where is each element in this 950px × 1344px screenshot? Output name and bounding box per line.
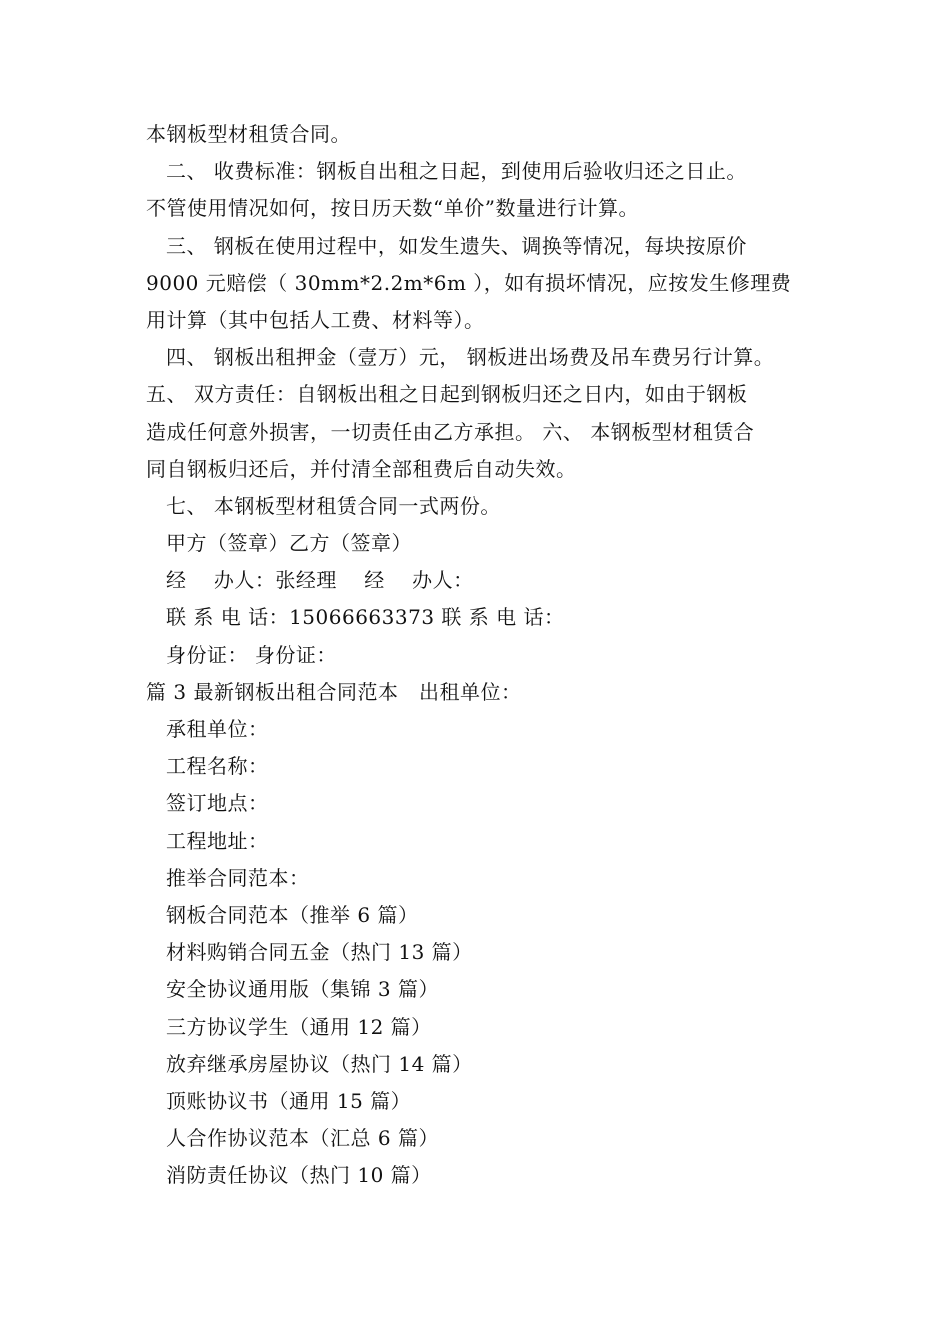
text-line: 造成任何意外损害，一切责任由乙方承担。 六、 本钢板型材租赁合 <box>146 419 755 444</box>
text-line: 经 办人：张经理 经 办人： <box>166 568 474 593</box>
text-line: 三、 钢板在使用过程中，如发生遗失、调换等情况，每块按原价 <box>166 233 747 258</box>
text-line: 签订地点： <box>166 791 269 816</box>
text-line: 不管使用情况如何，按日历天数“单价”数量进行计算。 <box>146 196 639 221</box>
text-line: 人合作协议范本（汇总 6 篇） <box>166 1126 439 1151</box>
text-line: 同自钢板归还后，并付清全部租费后自动失效。 <box>146 456 577 481</box>
text-line: 承租单位： <box>166 717 269 741</box>
text-line: 材料购销合同五金（热门 13 篇） <box>166 940 473 965</box>
text-line: 甲方（签章）乙方（签章） <box>166 531 412 556</box>
text-line: 身份证： 身份证： <box>166 642 337 667</box>
text-line: 工程地址： <box>166 828 269 853</box>
text-line: 顶账协议书（通用 15 篇） <box>166 1088 412 1113</box>
text-line: 篇 3 最新钢板出租合同范本 出租单位： <box>146 679 522 704</box>
text-line: 消防责任协议（热门 10 篇） <box>166 1163 432 1188</box>
text-line: 四、 钢板出租押金（壹万）元， 钢板进出场费及吊车费另行计算。 <box>166 345 775 370</box>
text-line: 联 系 电 话：15066663373 联 系 电 话： <box>166 605 565 630</box>
text-line: 工程名称： <box>166 754 269 779</box>
text-line: 9000 元赔偿（ 30mm*2.2m*6m ），如有损坏情况，应按发生修理费 <box>146 270 792 295</box>
text-line: 三方协议学生（通用 12 篇） <box>166 1014 432 1039</box>
text-line: 钢板合同范本（推举 6 篇） <box>166 902 419 927</box>
text-line: 放弃继承房屋协议（热门 14 篇） <box>166 1051 473 1076</box>
text-line: 推举合同范本： <box>166 865 310 890</box>
text-line: 二、 收费标准：钢板自出租之日起，到使用后验收归还之日止。 <box>166 159 747 184</box>
text-line: 本钢板型材租赁合同。 <box>146 122 351 146</box>
text-line: 七、 本钢板型材租赁合同一式两份。 <box>166 493 501 518</box>
text-line: 五、 双方责任：自钢板出租之日起到钢板归还之日内，如由于钢板 <box>146 382 748 407</box>
text-line: 安全协议通用版（集锦 3 篇） <box>166 977 439 1002</box>
document-body <box>146 116 846 1194</box>
text-line: 用计算（其中包括人工费、材料等）。 <box>146 307 485 332</box>
